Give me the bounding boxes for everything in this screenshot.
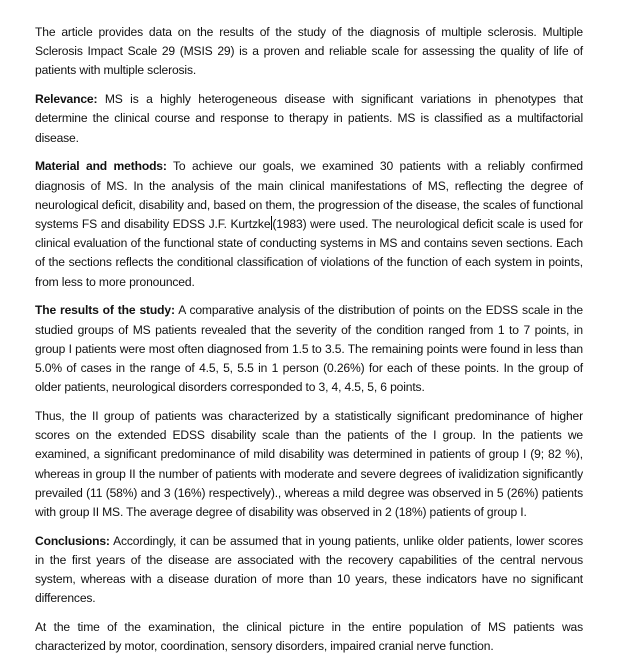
paragraph-group-comparison: [35, 407, 583, 522]
paragraph-material-methods: [35, 157, 583, 291]
paragraph-text: A comparative analysis of the distribution of points on the EDSS scale in the studied groups of MS patients revealed that the severity of the condition ranged from 1 to 7 points, in group I patients were most often diagnosed from 1.5 to 3.5. The remaining points were found in less than 5.0% of cases in the range of 4.5, 5, 5.5 in 1 person (0.26%) for each of these points. In the group of older patients, neurological disorders corresponded to 3, 4, 4.5, 5, 6 points.: [35, 303, 584, 395]
section-heading-material-methods: Material and methods:: [35, 159, 167, 174]
paragraph-text: The article provides data on the results of the study of the diagnosis of multiple sclerosis. Multiple Sclerosis Impact Scale 29 (MSIS 29) is a proven and reliable scale for assessing the quality of life of patients with multiple sclerosis.: [35, 25, 583, 78]
paragraph-results: [35, 301, 583, 397]
paragraph-conclusions: [35, 532, 583, 609]
section-heading-results: The results of the study:: [35, 303, 175, 318]
paragraph-relevance: [35, 90, 583, 148]
paragraph-text: Thus, the II group of patients was characterized by a statistically significant predominance of higher scores on the extended EDSS disability scale than the patients of the I group. In the patients we examined, a significant predominance of mild disability was determined in patients of group I (9; 82 %), whereas in group II the number of patients with moderate and severe degrees of ivalidization significantly prevailed (11 (58%) and 3 (16%) respectively)., whereas a mild degree was observed in 5 (26%) patients with group II MS. The average degree of disability was observed in 2 (18%) patients of group I.: [35, 409, 583, 520]
paragraph-text: Accordingly, it can be assumed that in young patients, unlike older patients, lower scores in the first years of the disease are associated with the recovery capabilities of the central nervous system, whereas with a disease duration of more than 10 years, these indicators have no significant differences.: [35, 533, 583, 606]
paragraph-text: To achieve our goals, we examined 30 patients with a reliably confirmed diagnosis of MS. In the analysis of the main clinical manifestations of MS, reflecting the degree of neurological deficit, disability and, based on them, the progression of the disease, the scales of functional systems FS and disability EDSS J.F. Kurtzke: [35, 159, 583, 232]
paragraph-text: MS is a highly heterogeneous disease with significant variations in phenotypes that determine the clinical course and response to therapy in patients. MS is classified as a multifactorial disease.: [35, 92, 583, 145]
section-heading-relevance: Relevance:: [35, 92, 98, 107]
paragraph-text: At the time of the examination, the clinical picture in the entire population of MS patients was characterized by motor, coordination, sensory disorders, impaired cranial nerve function.: [35, 620, 583, 654]
paragraph-intro: [35, 23, 583, 81]
section-heading-conclusions: Conclusions:: [35, 533, 110, 548]
paragraph-text-continued: (1983) were used. The neurological deficit scale is used for clinical evaluation of the functional state of conducting systems in MS and contains seven sections. Each of the sections reflects the conditional classification of violations of the function of each system in points, from less to more pronounced.: [35, 217, 583, 289]
document-page[interactable]: [35, 23, 583, 666]
paragraph-clinical-picture: [35, 618, 583, 656]
